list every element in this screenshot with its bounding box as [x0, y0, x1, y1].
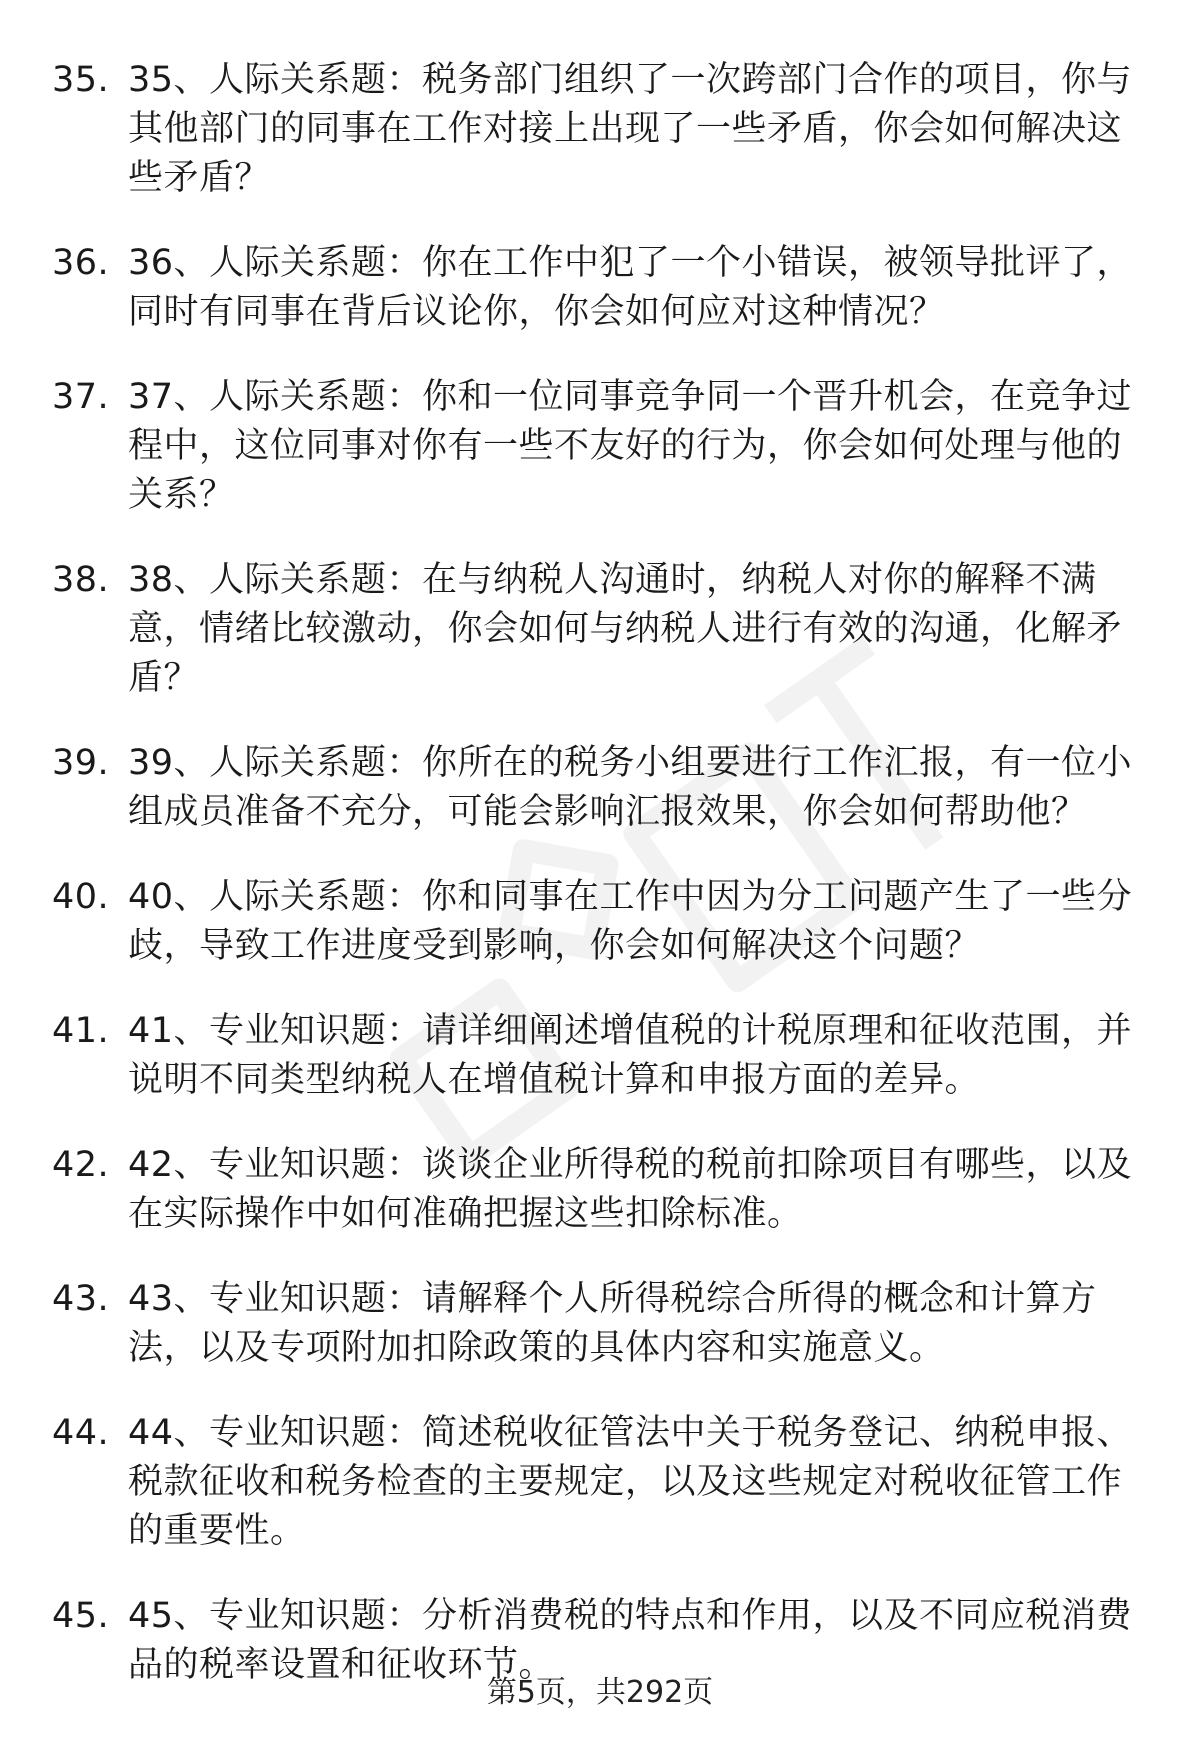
item-number: 39. — [52, 743, 110, 783]
item-number: 42. — [52, 1145, 110, 1185]
list-item — [52, 556, 1152, 703]
list-item — [52, 739, 1152, 837]
item-number: 36. — [52, 243, 110, 283]
item-number: 38. — [52, 560, 110, 600]
item-text: 44、专业知识题：简述税收征管法中关于税务登记、纳税申报、税款征收和税务检查的主要规定，以及这些规定对税收征管工作的重要性。 — [128, 1413, 1133, 1551]
item-text: 43、专业知识题：请解释个人所得税综合所得的概念和计算方法，以及专项附加扣除政策的具体内容和实施意义。 — [128, 1279, 1097, 1368]
list-item — [52, 1141, 1152, 1239]
list-item — [52, 1007, 1152, 1105]
list-item — [52, 1409, 1152, 1556]
item-number: 41. — [52, 1011, 110, 1051]
item-number: 40. — [52, 877, 110, 917]
item-text: 41、专业知识题：请详细阐述增值税的计税原理和征收范围，并说明不同类型纳税人在增值税计算和申报方面的差异。 — [128, 1011, 1133, 1100]
item-text: 38、人际关系题：在与纳税人沟通时，纳税人对你的解释不满意，情绪比较激动，你会如何与纳税人进行有效的沟通，化解矛盾？ — [128, 560, 1123, 698]
item-text: 35、人际关系题：税务部门组织了一次跨部门合作的项目，你与其他部门的同事在工作对接上出现了一些矛盾，你会如何解决这些矛盾？ — [128, 60, 1133, 198]
list-item — [52, 873, 1152, 971]
item-number: 35. — [52, 60, 110, 100]
item-number: 43. — [52, 1279, 110, 1319]
item-text: 40、人际关系题：你和同事在工作中因为分工问题产生了一些分歧，导致工作进度受到影响，你会如何解决这个问题？ — [128, 877, 1133, 966]
list-item — [52, 373, 1152, 520]
question-list — [52, 56, 1152, 1726]
list-item — [52, 239, 1152, 337]
list-item — [52, 1275, 1152, 1373]
item-text: 45、专业知识题：分析消费税的特点和作用，以及不同应税消费品的税率设置和征收环节。 — [128, 1596, 1133, 1685]
page-number-label: 第5页，共292页 — [486, 1675, 714, 1710]
item-text: 42、专业知识题：谈谈企业所得税的税前扣除项目有哪些，以及在实际操作中如何准确把握这些扣除标准。 — [128, 1145, 1133, 1234]
item-text: 39、人际关系题：你所在的税务小组要进行工作汇报，有一位小组成员准备不充分，可能会影响汇报效果，你会如何帮助他？ — [128, 743, 1133, 832]
item-text: 37、人际关系题：你和一位同事竞争同一个晋升机会，在竞争过程中，这位同事对你有一些不友好的行为，你会如何处理与他的关系？ — [128, 377, 1133, 515]
item-number: 37. — [52, 377, 110, 417]
item-number: 45. — [52, 1596, 110, 1636]
item-number: 44. — [52, 1413, 110, 1453]
page-footer — [0, 1673, 1200, 1713]
item-text: 36、人际关系题：你在工作中犯了一个小错误，被领导批评了，同时有同事在背后议论你，你会如何应对这种情况？ — [128, 243, 1133, 332]
list-item — [52, 56, 1152, 203]
